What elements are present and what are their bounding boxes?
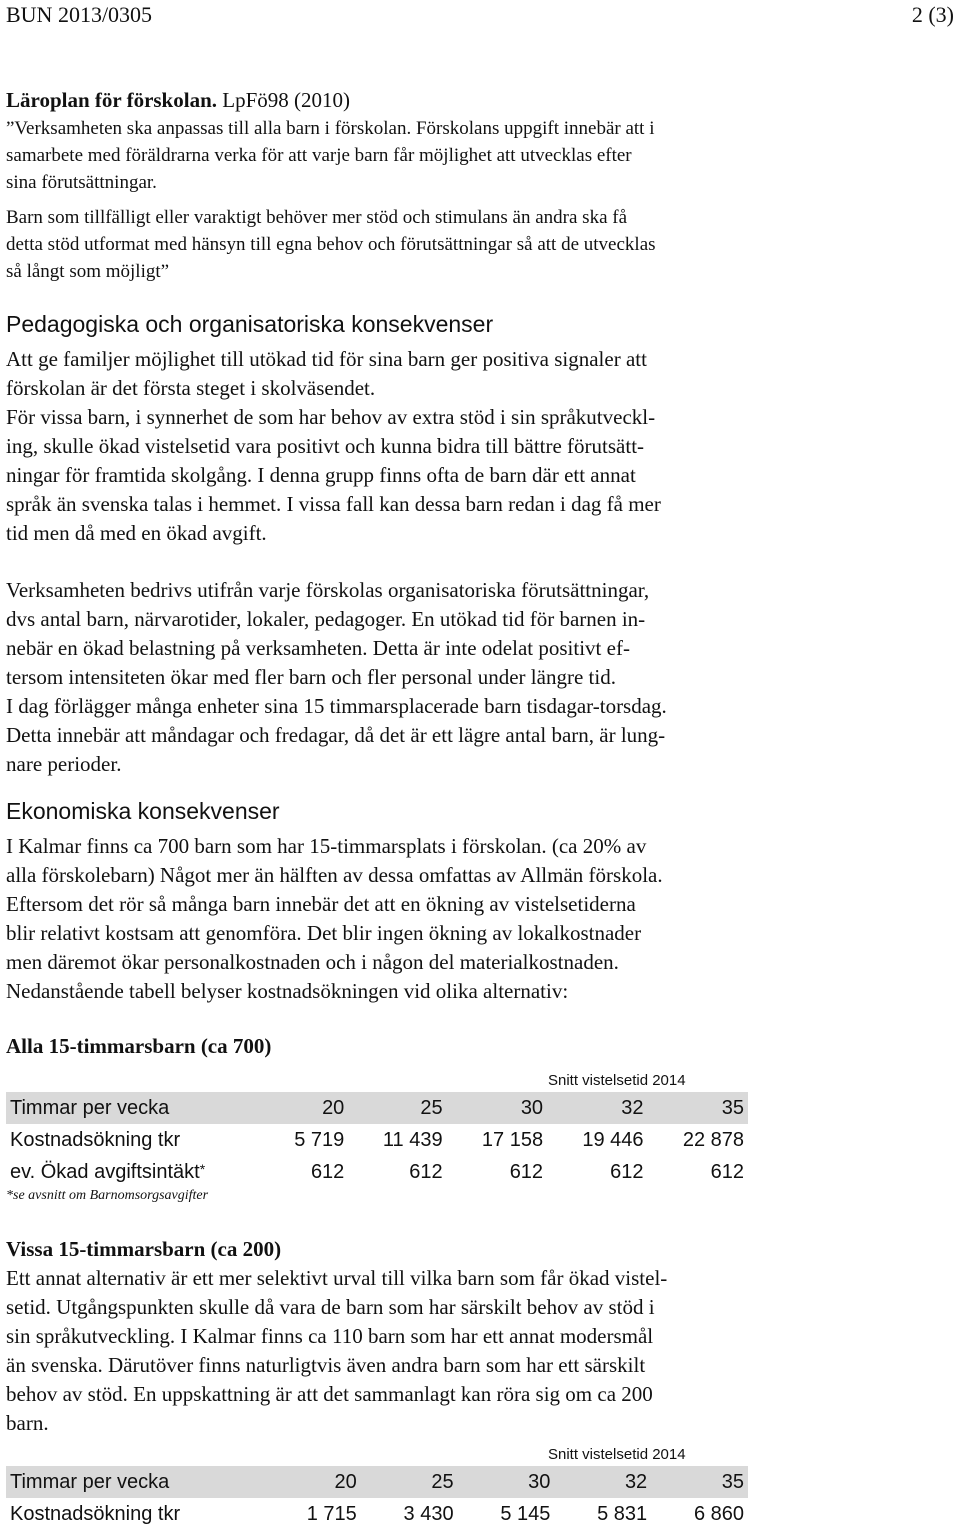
text-line: sin språkutveckling. I Kalmar finns ca 110 barn som har ett annat modersmål — [6, 1324, 654, 1348]
row-label: Timmar per vecka — [6, 1466, 264, 1498]
text-line: nare perioder. — [6, 752, 122, 776]
text-line: I Kalmar finns ca 700 barn som har 15-timmarsplats i förskolan. (ca 20% av — [6, 834, 647, 858]
table-cell: 612 — [610, 1160, 644, 1183]
text-line: ing, skulle ökad vistelsetid vara positivt och kunna bidra till bättre förutsätt- — [6, 434, 645, 458]
footnote-marker: * — [199, 1160, 206, 1177]
quote-line: Barn som tillfälligt eller varaktigt behöver mer stöd och stimulans än andra ska få — [6, 207, 628, 228]
table1-title: Alla 15-timmarsbarn (ca 700) — [6, 1034, 272, 1058]
table1-footnote: *se avsnitt om Barnomsorgsavgifter — [6, 1188, 209, 1203]
table1 — [6, 1092, 748, 1188]
table-cell: 17 158 — [481, 1128, 544, 1151]
text-line: dvs antal barn, närvarotider, lokaler, pedagoger. En utökad tid för barnen in- — [6, 607, 646, 631]
laroplan-quote-2 — [6, 204, 786, 285]
page-number: 2 (3) — [911, 2, 954, 27]
cost-table-all — [6, 1092, 748, 1188]
table-cell: 5 145 — [500, 1502, 551, 1525]
table-cell: 35 — [648, 1092, 748, 1124]
row-label: Kostnadsökning tkr — [10, 1502, 181, 1525]
table-row — [6, 1156, 748, 1188]
text-line: Att ge familjer möjlighet till utökad tid för sina barn ger positiva signaler att — [6, 347, 647, 371]
text-line: tersom intensiteten ökar med fler barn och fler personal under längre tid. — [6, 665, 616, 689]
quote-line: sina förutsättningar. — [6, 172, 157, 193]
table-row — [6, 1498, 748, 1530]
table-cell: 20 — [264, 1092, 348, 1124]
table-cell: 22 878 — [682, 1128, 744, 1151]
text-line: ningar för framtida skolgång. I denna grupp finns ofta de barn där ett annat — [6, 463, 636, 487]
laroplan-title — [6, 86, 786, 115]
table2-snitt-label: Snitt vistelsetid 2014 — [548, 1446, 686, 1463]
text-line: än svenska. Därutöver finns naturligtvis även andra barn som har ett särskilt — [6, 1353, 646, 1377]
document-reference: BUN 2013/0305 — [6, 2, 153, 27]
laroplan-title-rest: LpFö98 (2010) — [217, 88, 351, 112]
vissa-heading: Vissa 15-timmarsbarn (ca 200) — [6, 1237, 282, 1261]
text-line: barn. — [6, 1411, 49, 1435]
table-row — [6, 1092, 748, 1124]
quote-line: så långt som möjligt” — [6, 261, 170, 282]
laroplan-title-bold: Läroplan för förskolan. — [6, 88, 218, 112]
table-cell: 612 — [310, 1160, 345, 1183]
table-row — [6, 1466, 748, 1498]
vissa-paragraph — [6, 1264, 786, 1438]
table-cell: 612 — [509, 1160, 544, 1183]
table-cell: 35 — [651, 1466, 748, 1498]
table-cell: 1 715 — [306, 1502, 357, 1525]
table-cell: 20 — [264, 1466, 361, 1498]
text-line: behov av stöd. En uppskattning är att det sammanlagt kan röra sig om ca 200 — [6, 1382, 653, 1406]
table-cell: 612 — [710, 1160, 744, 1183]
table-cell: 5 719 — [294, 1128, 345, 1151]
table2 — [6, 1466, 748, 1530]
text-line: I dag förlägger många enheter sina 15 timmarsplacerade barn tisdagar-torsdag. — [6, 694, 667, 718]
table-cell: 19 446 — [582, 1128, 644, 1151]
text-line: nebär en ökad belastning på verksamheten. Detta är inte odelat positivt ef- — [6, 636, 630, 660]
table-cell: 5 831 — [597, 1502, 648, 1525]
table1-title-block — [6, 1032, 786, 1061]
ekonomiska-paragraph — [6, 832, 786, 1006]
ekonomiska-section — [6, 796, 786, 1006]
pedagogiska-section — [6, 309, 786, 779]
text-line: förskolan är det första steget i skolväsendet. — [6, 376, 376, 400]
table-cell: 612 — [409, 1160, 443, 1183]
table-cell: 32 — [554, 1466, 651, 1498]
ekonomiska-heading: Ekonomiska konsekvenser — [6, 798, 280, 824]
vissa-section — [6, 1235, 786, 1438]
text-line: blir relativt kostsam att genomföra. Det blir ingen ökning av lokalkostnader — [6, 921, 642, 945]
text-line: Ett annat alternativ är ett mer selektivt urval till vilka barn som får ökad vistel- — [6, 1266, 668, 1290]
row-label-text: ev. Ökad avgiftsintäkt — [10, 1160, 200, 1183]
table-cell: 32 — [547, 1092, 647, 1124]
row-label: Timmar per vecka — [6, 1092, 264, 1124]
text-line: Eftersom det rör så många barn innebär det att en ökning av vistelsetiderna — [6, 892, 636, 916]
text-line: Nedanstående tabell belyser kostnadsökningen vid olika alternativ: — [6, 979, 569, 1003]
table-cell: 6 860 — [693, 1502, 744, 1525]
text-line: tid men då med en ökad avgift. — [6, 521, 267, 545]
page-header — [6, 2, 954, 30]
table-row — [6, 1124, 748, 1156]
cost-table-selected — [6, 1466, 748, 1530]
text-line: Verksamheten bedrivs utifrån varje förskolas organisatoriska förutsättningar, — [6, 578, 650, 602]
text-line: men däremot ökar personalkostnaden och i någon del materialkostnaden. — [6, 950, 619, 974]
quote-line: detta stöd utformat med hänsyn till egna behov och förutsättningar så att de utvecklas — [6, 234, 656, 255]
table1-snitt-label: Snitt vistelsetid 2014 — [548, 1072, 686, 1089]
table-cell: 3 430 — [403, 1502, 454, 1525]
table-cell: 25 — [348, 1092, 446, 1124]
table-cell: 30 — [447, 1092, 547, 1124]
quote-line: samarbete med föräldrarna verka för att varje barn får möjlighet att utvecklas efter — [6, 145, 632, 166]
pedagogiska-heading: Pedagogiska och organisatoriska konsekvenser — [6, 311, 494, 337]
text-line: alla förskolebarn) Något mer än hälften av dessa omfattas av Allmän förskola. — [6, 863, 663, 887]
text-line: setid. Utgångspunkten skulle då vara de barn som har särskilt behov av stöd i — [6, 1295, 655, 1319]
table-cell: 30 — [458, 1466, 555, 1498]
pedagogiska-paragraph-1 — [6, 345, 786, 548]
text-line: språk än svenska talas i hemmet. I vissa fall kan dessa barn redan i dag få mer — [6, 492, 661, 516]
table-cell: 11 439 — [382, 1128, 443, 1151]
row-label: Kostnadsökning tkr — [10, 1128, 181, 1151]
pedagogiska-paragraph-2 — [6, 576, 786, 779]
row-label — [6, 1156, 264, 1188]
table-cell: 25 — [361, 1466, 458, 1498]
quote-line: ”Verksamheten ska anpassas till alla barn i förskolan. Förskolans uppgift innebär att i — [6, 118, 655, 139]
laroplan-section — [6, 86, 786, 285]
text-line: Detta innebär att måndagar och fredagar, då det är ett lägre antal barn, är lung- — [6, 723, 666, 747]
text-line: För vissa barn, i synnerhet de som har behov av extra stöd i sin språkutveckl- — [6, 405, 656, 429]
laroplan-quote — [6, 115, 786, 196]
